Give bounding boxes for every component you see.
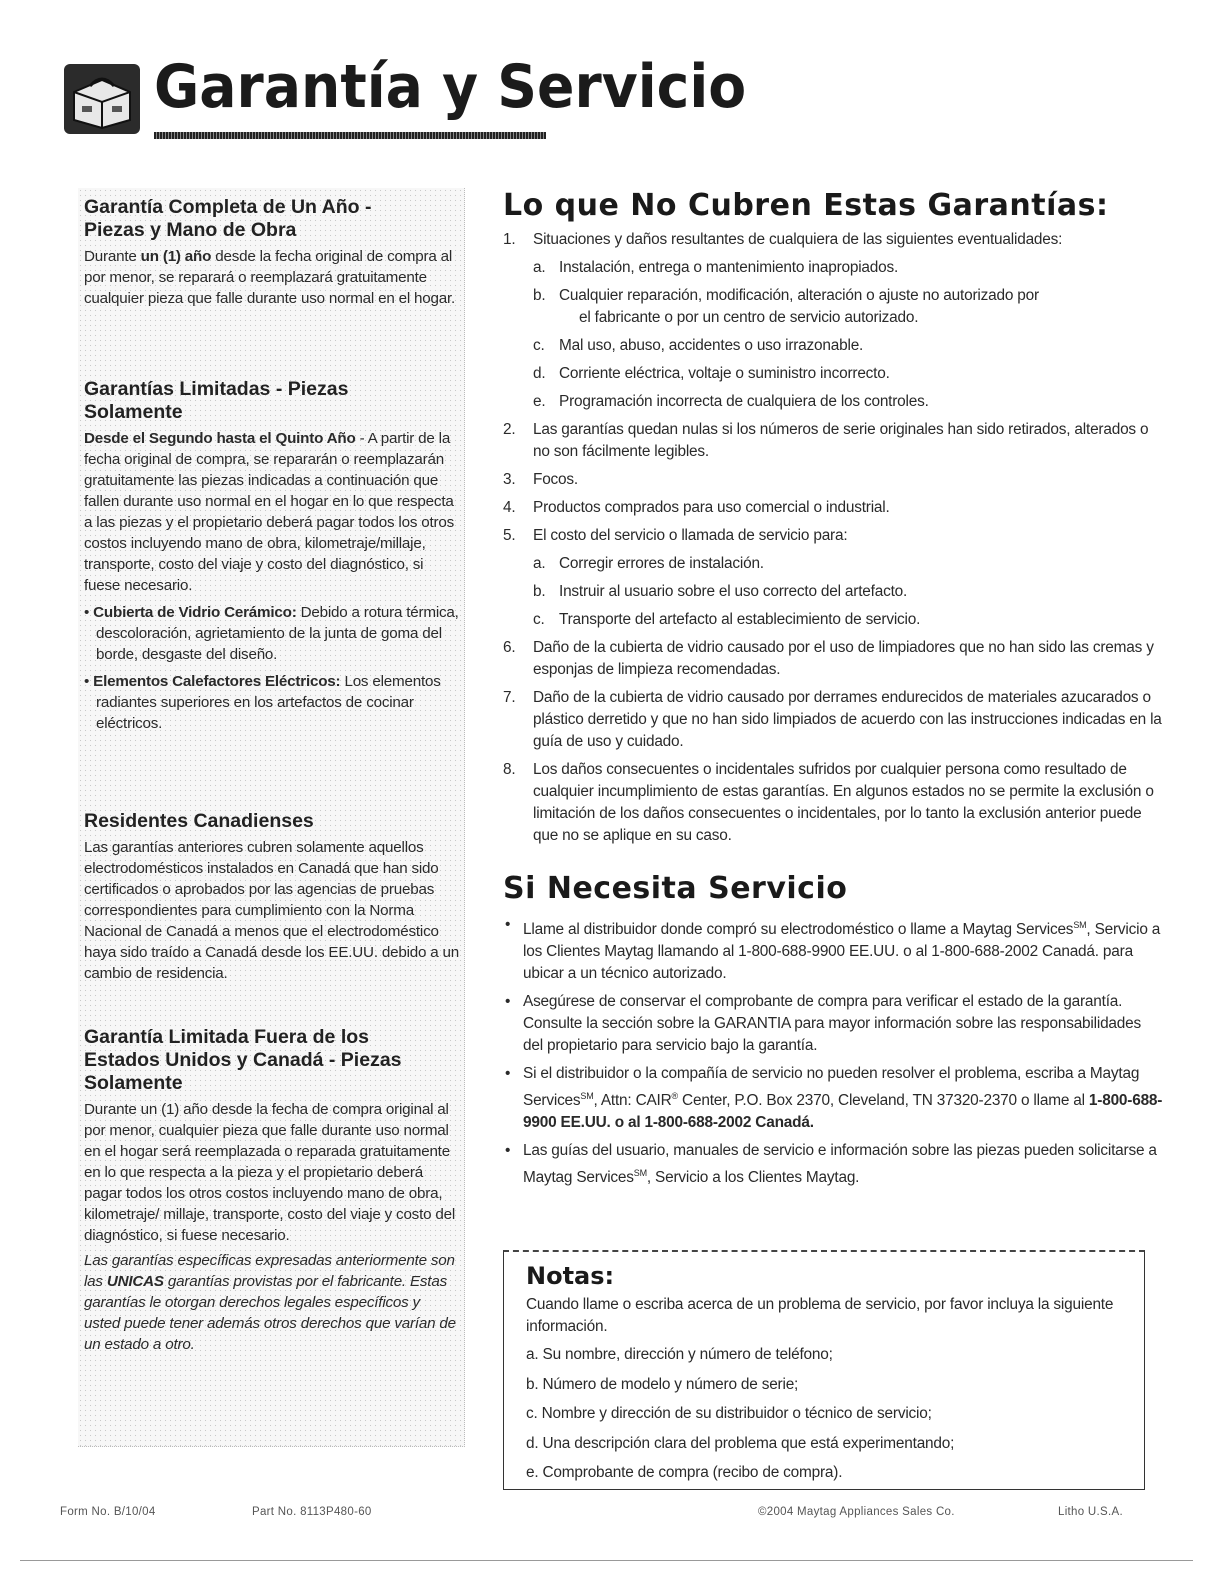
main-column [503, 188, 1163, 1195]
item-text: El costo del servicio o llamada de servicio para: [533, 527, 848, 544]
covered-item: • Elementos Calefactores Eléctricos: Los elementos radiantes superiores en los artefactos de cocinar eléctricos. [84, 673, 441, 732]
outside-us-warranty-section [84, 1026, 460, 1355]
item-text: Los daños consecuentes o incidentales sufridos por cualquier persona como resultado de cualquier incumplimiento de estas garantías. En algunos estados no se permite la exclusión o limitación de los daños consecuentes o incidentales, por lo tanto la exclusión anterior puede que no se aplique en su caso. [533, 761, 1154, 844]
exclusion-item [503, 759, 1163, 847]
exclusion-subitem [503, 335, 1163, 357]
item-number: 1. [503, 231, 516, 248]
item-text: Daño de la cubierta de vidrio causado por el uso de limpiadores que no han sido las cremas y esponjas de limpieza recomendadas. [533, 639, 1154, 678]
exclusion-item [503, 419, 1163, 463]
exclusion-item [503, 637, 1163, 681]
title-underline [154, 132, 546, 139]
exclusion-subitem [503, 285, 1163, 307]
exclusion-item [503, 229, 1163, 413]
service-item: • Si el distribuidor o la compañía de servicio no pueden resolver el problema, escriba a Maytag Services℠, Attn: CAIR® Center, P.O. Box 2370, Cleveland, TN 37320-2370 o llame al 1-800-688-9900 EE.UU. o al 1-800-688-2002 Canadá. [505, 1065, 1163, 1132]
subitem-text: Mal uso, abuso, accidentes o uso irrazonable. [559, 337, 864, 354]
canadian-residents-section [84, 810, 460, 984]
section-heading: Garantía Completa de Un Año - Piezas y Mano de Obra [84, 196, 372, 241]
item-number: 6. [503, 639, 516, 656]
covered-item: • Cubierta de Vidrio Cerámico: Debido a rotura térmica, descoloración, agrietamiento de la junta de goma del borde, desgaste del diseño. [84, 604, 459, 663]
exclusion-item [503, 497, 1163, 519]
item-text: Situaciones y daños resultantes de cualquiera de las siguientes eventualidades: [533, 231, 1063, 248]
subitem-text: Instruir al usuario sobre el uso correcto del artefacto. [559, 583, 908, 600]
exclusions-list [503, 229, 1163, 847]
part-number: Part No. 8113P480-60 [252, 1506, 372, 1518]
service-item: • Las guías del usuario, manuales de servicio e información sobre las piezas pueden solicitarse a Maytag Services℠, Servicio a los Clientes Maytag. [505, 1142, 1157, 1187]
item-text: Daño de la cubierta de vidrio causado por derrames endurecidos de materiales azucarados o plástico derretido y que no han sido limpiados de acuerdo con las instrucciones indicadas en la guía de uso y cuidado. [533, 689, 1162, 750]
list-item: d. Una descripción clara del problema que está experimentando; [526, 1434, 955, 1452]
warranty-sidebar [78, 188, 465, 1447]
limited-warranty-section [84, 378, 460, 734]
exclusions-title: Lo que No Cubren Estas Garantías: [503, 188, 1109, 223]
copyright: ©2004 Maytag Appliances Sales Co. [758, 1506, 955, 1518]
notes-title: Notas: [526, 1262, 615, 1290]
exclusion-subitem [503, 581, 1163, 603]
item-text: Focos. [533, 471, 578, 488]
exclusion-subitem [503, 391, 1163, 413]
page-bottom-rule [20, 1560, 1193, 1561]
subitem-text: Corriente eléctrica, voltaje o suministro incorrecto. [559, 365, 890, 382]
subitem-letter: a. [533, 555, 546, 572]
notes-box [503, 1250, 1145, 1490]
subitem-continuation: el fabricante o por un centro de servicio autorizado. [579, 309, 919, 326]
exclusion-subitem [503, 363, 1163, 385]
service-item: • Llame al distribuidor donde compró su electrodoméstico o llame a Maytag Services℠, Servicio a los Clientes Maytag llamando al 1-800-688-9900 EE.UU. o al 1-800-688-2002 Canadá. para ubicar a un técnico autorizado. [505, 916, 1161, 983]
subitem-text: Instalación, entrega o mantenimiento inapropiados. [559, 259, 899, 276]
exclusion-item [503, 687, 1163, 753]
item-number: 2. [503, 421, 516, 438]
subitem-text: Transporte del artefacto al establecimiento de servicio. [559, 611, 921, 628]
service-title: Si Necesita Servicio [503, 871, 848, 906]
toolbox-icon [62, 62, 142, 136]
subitem-letter: a. [533, 259, 546, 276]
subitem-text: Corregir errores de instalación. [559, 555, 764, 572]
section-body: Durante un (1) año desde la fecha de compra original al por menor, cualquier pieza que falle durante uso normal en el hogar será reemplazada o reparada gratuitamente en lo que respecta a la pieza y el propietario deberá pagar todos los otros costos incluyendo mano de obra, kilometraje/ millaje, transporte, costo del viaje y costo del diagnóstico, si fuese necesario. [84, 1101, 456, 1244]
legal-disclaimer: Las garantías específicas expresadas anteriormente son las UNICAS garantías provistas por el fabricante. Estas garantías le otorgan derechos legales específicos y usted puede tener además otros derechos que varían de un estado a otro. [84, 1252, 456, 1353]
list-item: c. Nombre y dirección de su distribuidor o técnico de servicio; [526, 1405, 932, 1422]
list-item: b. Número de modelo y número de serie; [526, 1375, 799, 1393]
exclusion-subitem [503, 553, 1163, 575]
form-number: Form No. B/10/04 [60, 1506, 156, 1518]
page-header [62, 52, 747, 148]
section-body: Las garantías anteriores cubren solamente aquellos electrodomésticos instalados en Canadá que han sido certificados o aprobados por las agencias de pruebas correspondientes para cumplimiento con la Norma Nacional de Canadá a menos que el electrodoméstico haya sido traído a Canadá desde los EE.UU. debido a un cambio de residencia. [84, 839, 460, 982]
subitem-letter: b. [533, 287, 546, 304]
subitem-text: Programación incorrecta de cualquiera de los controles. [559, 393, 929, 410]
section-body: Desde el Segundo hasta el Quinto Año - A partir de la fecha original de compra, se repararán o reemplazarán gratuitamente las piezas indicadas a continuación que fallen durante uso normal en el hogar en lo que respecta a las piezas y el propietario deberá pagar todos los otros costos incluyendo mano de obra, kilometraje/millaje, transporte, costo del viaje y costo del diagnóstico, si fuese necesario. [84, 430, 455, 594]
exclusion-subitem [503, 609, 1163, 631]
notes-intro: Cuando llame o escriba acerca de un problema de servicio, por favor incluya la siguiente información. [526, 1296, 1114, 1335]
item-number: 7. [503, 689, 516, 706]
notes-list [526, 1344, 1136, 1492]
item-number: 4. [503, 499, 516, 516]
list-item: a. Su nombre, dirección y número de teléfono; [526, 1346, 833, 1363]
list-item: e. Comprobante de compra (recibo de compra). [526, 1464, 843, 1481]
page-title: Garantía y Servicio [154, 52, 747, 122]
item-text: Productos comprados para uso comercial o industrial. [533, 499, 890, 516]
litho-note: Litho U.S.A. [1058, 1506, 1123, 1518]
section-heading: Residentes Canadienses [84, 810, 314, 832]
exclusion-subitem [503, 257, 1163, 279]
item-text: Las garantías quedan nulas si los números de serie originales han sido retirados, alterados o no son fácilmente legibles. [533, 421, 1149, 460]
exclusion-item [503, 525, 1163, 631]
service-item: • Asegúrese de conservar el comprobante de compra para verificar el estado de la garantía. Consulte la sección sobre la GARANTIA para mayor información sobre las responsabilidades del propietario para servicio bajo la garantía. [505, 993, 1141, 1055]
section-body: Durante un (1) año desde la fecha original de compra al por menor, se reparará o reemplazará gratuitamente cualquier pieza que falle durante uso normal en el hogar. [84, 248, 456, 307]
subitem-letter: b. [533, 583, 546, 600]
subitem-letter: c. [533, 337, 545, 354]
full-warranty-section [84, 196, 460, 309]
item-number: 5. [503, 527, 516, 544]
section-heading: Garantías Limitadas - Piezas Solamente [84, 378, 349, 423]
section-heading: Garantía Limitada Fuera de los Estados Unidos y Canadá - Piezas Solamente [84, 1026, 402, 1094]
exclusion-item [503, 469, 1163, 491]
item-number: 8. [503, 761, 516, 778]
subitem-letter: c. [533, 611, 545, 628]
service-list [503, 914, 1163, 1189]
subitem-letter: d. [533, 365, 546, 382]
subitem-letter: e. [533, 393, 546, 410]
item-number: 3. [503, 471, 516, 488]
subitem-text: Cualquier reparación, modificación, alteración o ajuste no autorizado por [559, 287, 1039, 304]
